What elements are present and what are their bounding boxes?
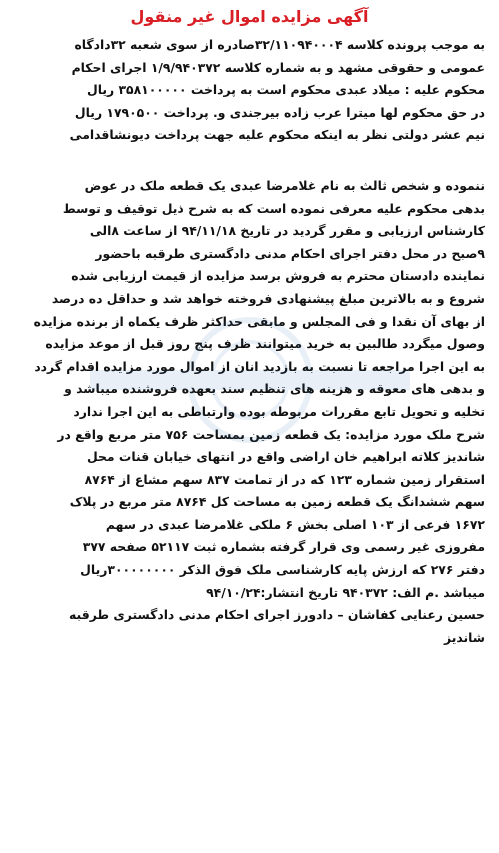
notice-title: آگهی مزایده اموال غیر منقول <box>130 7 369 26</box>
signature-line: شاندیز <box>443 629 485 645</box>
column-gap <box>14 147 485 175</box>
intro-line: عمومی و حقوقی مشهد و به شماره کلاسه ۱/۹/۹۴۰۳۷۲ اجرای احکام <box>71 59 485 75</box>
body-line: و بدهی های معوقه و هزینه های تنظیم سند بعهده فروشنده میباشد و <box>64 381 485 397</box>
body-line: ۹صبح در محل دفتر اجرای احکام مدنی دادگستری طرقبه باحضور <box>95 245 485 261</box>
intro-line: به موجب پرونده کلاسه ۳۲/۱۱۰۹۴۰۰۰۴صادره از سوی شعبه ۳۲دادگاه <box>74 37 485 52</box>
body-line: بدهی محکوم علیه معرفی نموده است که به شرح ذیل توقیف و توسط <box>62 200 485 216</box>
body-line: شرح ملک مورد مزایده: یک قطعه زمین بمساحت ۷۵۶ متر مربع واقع در <box>57 426 485 442</box>
body-line: نماینده دادستان محترم به فروش برسد مزایده از قیمت ارزیابی شده <box>71 268 485 284</box>
intro-line: در حق محکوم لها میترا عرب زاده بیرجندی و. پرداخت ۱۷۹۰۵۰۰ ریال <box>74 104 485 120</box>
body-line: شاندیز کلاته ابراهیم خان اراضی واقع در انتهای خیابان قنات محل <box>86 449 485 465</box>
signature-line: حسین رعنایی کفاشان – دادورز اجرای احکام مدنی دادگستری طرقبه <box>69 607 485 623</box>
body-line: سهم ششدانگ یک قطعه زمین به مساحت کل ۸۷۶۴ متر مربع در پلاک <box>69 494 485 510</box>
body-line: ننموده و شخص ثالث به نام غلامرضا عبدی یک قطعه ملک در عوض <box>84 177 485 193</box>
body-line: وصول میگردد طالبین به خرید میتوانند ظرف پنج روز قبل از موعد مزایده <box>45 336 485 352</box>
notice-intro <box>14 34 485 147</box>
body-line: استقرار زمین شماره ۱۲۳ که در از تمامت ۸۳۷ سهم مشاع از ۸۷۶۴ <box>84 471 485 487</box>
body-line: شروع و به بالاترین مبلغ پیشنهادی فروخته خواهد شد و حداقل ده درصد <box>51 290 485 306</box>
body-line: دفتر ۲۷۶ که ارزش پایه کارشناسی ملک فوق الذکر ۳۰۰۰۰۰۰۰۰ریال <box>80 562 485 578</box>
intro-line: محکوم علیه : میلاد عبدی محکوم است به پرداخت ۳۵۸۱۰۰۰۰۰ ریال <box>86 82 485 98</box>
notice-body <box>14 175 485 649</box>
body-line: ۱۶۷۲ فرعی از ۱۰۳ اصلی بخش ۶ ملکی غلامرضا عبدی در سهم <box>105 516 485 532</box>
body-line: مفروزی غیر رسمی وی قرار گرفته بشماره ثبت ۵۲۱۱۷ صفحه ۳۷۷ <box>82 539 485 555</box>
body-line: کارشناس ارزیابی و مقرر گردید در تاریخ ۹۴/۱۱/۱۸ از ساعت ۸الی <box>89 223 485 239</box>
body-line: تخلیه و تحویل تابع مقررات مربوطه بوده وارتباطی به این اجرا ندارد <box>73 403 485 419</box>
body-line: میباشد .م الف: ۹۴۰۳۷۲ تاریخ انتشار:۹۴/۱۰/۲۴ <box>206 584 485 600</box>
intro-line: نیم عشر دولتی نظر به اینکه محکوم علیه جهت پرداخت دیونشاقدامی <box>69 127 485 143</box>
body-line: از بهای آن نقدا و فی المجلس و مابقی حداکثر ظرف یکماه از برنده مزایده <box>33 313 485 329</box>
body-line: به این اجرا مراجعه تا نسبت به بازدید انان از اموال مورد مزایده اقدام گردد <box>34 358 485 374</box>
